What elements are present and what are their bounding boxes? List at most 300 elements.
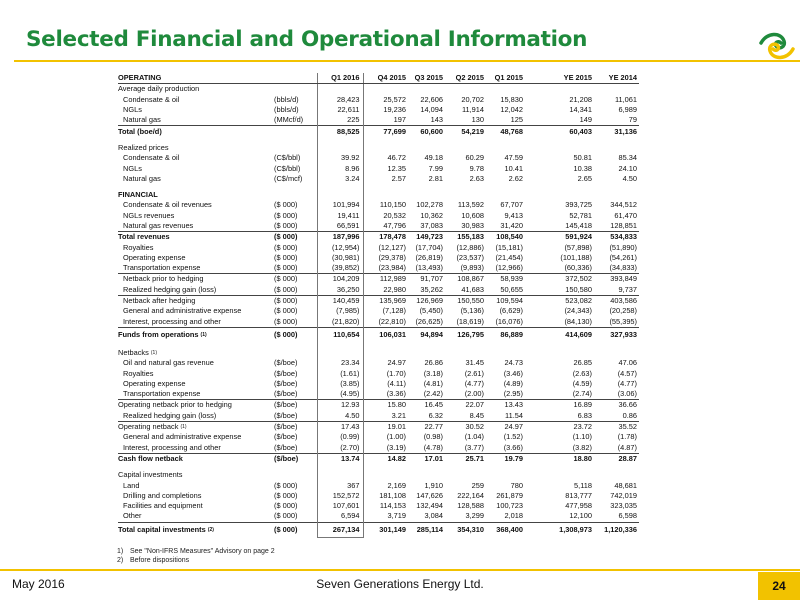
table-cell: (12,886) bbox=[456, 242, 484, 252]
table-row bbox=[118, 511, 639, 522]
row-unit: ($ 000) bbox=[274, 480, 298, 490]
column-gap bbox=[525, 221, 549, 232]
table-cell: 4.50 bbox=[622, 173, 637, 183]
table-cell: 49.18 bbox=[424, 153, 443, 163]
row-label: Cash flow netback bbox=[118, 453, 272, 464]
row-unit: (MMcf/d) bbox=[274, 115, 304, 125]
row-unit: ($/boe) bbox=[274, 378, 298, 388]
table-cell: 6,594 bbox=[317, 511, 363, 522]
page-number: 24 bbox=[758, 572, 800, 600]
column-gap bbox=[525, 200, 549, 210]
table-cell bbox=[445, 143, 486, 153]
table-cell: 39.92 bbox=[317, 153, 363, 163]
table-cell: 125 bbox=[510, 115, 523, 125]
row-label: Average daily production bbox=[118, 84, 200, 94]
row-unit bbox=[272, 143, 317, 153]
header-q2-2015: Q2 2015 bbox=[445, 73, 486, 84]
column-gap bbox=[525, 400, 549, 411]
row-unit: ($ 000) bbox=[274, 501, 298, 511]
table-cell: 24.97 bbox=[486, 421, 525, 432]
table-cell: 11,061 bbox=[614, 94, 637, 104]
row-unit: (C$/bbl) bbox=[274, 163, 301, 173]
column-gap bbox=[525, 432, 549, 442]
table-cell: (4.95) bbox=[317, 389, 363, 400]
row-label: Condensate & oil revenues bbox=[123, 200, 212, 210]
table-cell bbox=[594, 143, 639, 153]
table-cell: 107,601 bbox=[317, 501, 363, 511]
table-cell: (2.00) bbox=[464, 389, 484, 399]
table-cell: 149 bbox=[579, 115, 592, 125]
row-unit: ($ 000) bbox=[274, 210, 298, 220]
table-cell: 94,894 bbox=[408, 327, 445, 342]
table-cell bbox=[594, 470, 639, 480]
table-cell: 36,250 bbox=[317, 285, 363, 296]
row-label: Operating netback $^{(1)}$ bbox=[118, 421, 272, 432]
table-cell: 22.07 bbox=[445, 400, 486, 411]
table-cell: 2.65 bbox=[577, 173, 592, 183]
table-cell bbox=[486, 84, 525, 95]
table-row bbox=[118, 317, 639, 328]
table-cell: 85.34 bbox=[618, 153, 637, 163]
table-cell: 1,120,336 bbox=[594, 522, 639, 537]
row-unit: ($ 000) bbox=[272, 295, 317, 306]
table-cell: (2.61) bbox=[464, 368, 484, 378]
table-cell bbox=[408, 190, 445, 200]
row-label: Condensate & oil bbox=[123, 94, 180, 104]
row-unit: ($ 000) bbox=[274, 263, 298, 273]
header-q4-2015: Q4 2015 bbox=[363, 73, 408, 84]
table-cell: 108,540 bbox=[486, 232, 525, 243]
table-cell: (2.63) bbox=[572, 368, 592, 378]
table-cell: (3.18) bbox=[423, 368, 443, 378]
page-title: Selected Financial and Operational Information bbox=[26, 27, 588, 52]
row-unit: ($ 000) bbox=[274, 306, 298, 316]
row-unit: ($/boe) bbox=[274, 389, 298, 399]
row-label: Transportation expense bbox=[123, 389, 201, 399]
header-q1-2015: Q1 2015 bbox=[486, 73, 525, 84]
table-cell: 26.85 bbox=[573, 358, 592, 368]
table-cell: 128,851 bbox=[610, 221, 637, 230]
table-cell: 14.82 bbox=[363, 453, 408, 464]
table-cell: 140,459 bbox=[317, 295, 363, 306]
table-row bbox=[118, 327, 639, 342]
table-cell: (39,852) bbox=[317, 263, 363, 274]
table-cell: 47,796 bbox=[383, 221, 406, 230]
table-cell: 0.86 bbox=[622, 410, 637, 420]
table-cell: 86,889 bbox=[486, 327, 525, 342]
table-cell: 19.01 bbox=[363, 421, 408, 432]
table-cell: 2,169 bbox=[387, 480, 406, 490]
table-cell: 28.87 bbox=[594, 453, 639, 464]
table-cell: 155,183 bbox=[445, 232, 486, 243]
table-row bbox=[118, 153, 639, 163]
row-label: Total capital investments $^{(2)}$ bbox=[118, 522, 272, 537]
table-cell: 1,910 bbox=[424, 480, 443, 490]
table-cell bbox=[317, 348, 363, 358]
table-cell: 110,654 bbox=[317, 327, 363, 342]
table-cell: 6.83 bbox=[577, 410, 592, 420]
table-cell: (12,127) bbox=[378, 242, 406, 252]
table-cell: (13,493) bbox=[415, 263, 443, 273]
table-cell: 5,118 bbox=[574, 480, 592, 490]
table-cell: 145,418 bbox=[565, 221, 592, 230]
row-unit: ($ 000) bbox=[274, 316, 298, 326]
table-cell: (12,966) bbox=[495, 263, 523, 273]
table-cell: 9,737 bbox=[618, 284, 637, 294]
column-gap bbox=[525, 411, 549, 422]
column-gap bbox=[525, 327, 549, 342]
table-cell: 79 bbox=[628, 115, 637, 125]
table-body bbox=[118, 84, 639, 537]
table-cell: (23,984) bbox=[378, 263, 406, 273]
column-gap bbox=[525, 263, 549, 274]
table-cell: 12,100 bbox=[569, 511, 592, 521]
table-cell: 267,134 bbox=[317, 522, 363, 537]
table-cell: 60,600 bbox=[408, 126, 445, 137]
table-cell: 108,867 bbox=[445, 274, 486, 285]
table-cell: 3.21 bbox=[391, 410, 406, 420]
table-cell: 13.43 bbox=[486, 400, 525, 411]
table-cell bbox=[594, 348, 639, 358]
table-cell: 25,572 bbox=[383, 94, 406, 104]
row-label: Facilities and equipment bbox=[123, 501, 203, 511]
table-cell: (4.11) bbox=[387, 378, 406, 388]
table-row bbox=[118, 242, 639, 252]
table-row bbox=[118, 400, 639, 411]
table-cell: 14,094 bbox=[420, 105, 443, 115]
table-cell: 17.01 bbox=[408, 453, 445, 464]
table-cell: (5,136) bbox=[460, 306, 484, 316]
row-unit: ($ 000) bbox=[274, 252, 298, 262]
table-row bbox=[118, 105, 639, 115]
table-cell: 7.99 bbox=[428, 163, 443, 173]
column-gap bbox=[525, 285, 549, 296]
column-gap bbox=[525, 491, 549, 501]
footnote-1: 1) See "Non-IFRS Measures" Advisory on page 2 bbox=[117, 548, 275, 555]
table-cell: (1.52) bbox=[503, 432, 523, 442]
table-cell: 393,849 bbox=[594, 274, 639, 285]
table-cell: 10,362 bbox=[420, 210, 443, 220]
row-unit: ($/boe) bbox=[272, 421, 317, 432]
table-cell bbox=[549, 348, 594, 358]
table-cell: 50.81 bbox=[573, 153, 592, 163]
table-cell: (57,898) bbox=[564, 242, 592, 252]
table-cell: 2,018 bbox=[504, 511, 523, 521]
table-row bbox=[118, 358, 639, 368]
column-gap bbox=[525, 274, 549, 285]
table-cell: (24,343) bbox=[564, 306, 592, 316]
table-cell bbox=[363, 190, 408, 200]
table-cell: (4.89) bbox=[503, 378, 523, 388]
table-cell: 19,236 bbox=[383, 105, 406, 115]
table-row bbox=[118, 285, 639, 296]
table-cell: 104,209 bbox=[317, 274, 363, 285]
table-cell: (2.74) bbox=[572, 389, 592, 399]
table-cell bbox=[363, 143, 408, 153]
column-gap bbox=[525, 105, 549, 115]
table-cell: 21,208 bbox=[569, 94, 592, 104]
row-label: Other bbox=[123, 511, 142, 521]
column-gap bbox=[525, 95, 549, 105]
table-cell: 101,994 bbox=[317, 200, 363, 210]
header-gap bbox=[525, 73, 549, 84]
table-cell: 130 bbox=[471, 115, 484, 125]
column-gap bbox=[525, 232, 549, 243]
row-label: NGLs bbox=[123, 105, 142, 115]
table-row bbox=[118, 95, 639, 105]
table-cell: (23,537) bbox=[456, 252, 484, 262]
table-cell bbox=[549, 143, 594, 153]
table-cell: 149,723 bbox=[408, 232, 445, 243]
table-cell: (3.19) bbox=[386, 442, 406, 452]
table-cell: 6.32 bbox=[428, 410, 443, 420]
table-cell: 3,084 bbox=[424, 511, 443, 521]
footnote-ref: (1) bbox=[200, 331, 207, 338]
table-cell: 17.43 bbox=[317, 421, 363, 432]
table-cell: 31.45 bbox=[465, 358, 484, 368]
table-cell: 47.59 bbox=[504, 153, 523, 163]
table-cell: (3.06) bbox=[617, 389, 637, 399]
table-cell: 54,219 bbox=[445, 126, 486, 137]
table-cell: 58,939 bbox=[486, 274, 525, 285]
table-cell: 100,723 bbox=[496, 501, 523, 511]
row-unit: (C$/mcf) bbox=[274, 173, 303, 183]
table-cell: 110,150 bbox=[379, 200, 406, 210]
table-cell: (1.78) bbox=[617, 432, 637, 442]
table-cell: 477,958 bbox=[565, 501, 592, 511]
table-cell: 66,591 bbox=[317, 221, 363, 232]
row-unit: (bbls/d) bbox=[274, 105, 299, 115]
table-cell: (1.04) bbox=[464, 432, 484, 442]
table-row bbox=[118, 190, 639, 200]
row-label: Operating expense bbox=[123, 252, 186, 262]
row-label: Oil and natural gas revenue bbox=[123, 358, 214, 368]
column-gap bbox=[525, 368, 549, 378]
table-cell: 143 bbox=[430, 115, 443, 125]
column-gap bbox=[525, 511, 549, 522]
row-unit: ($/boe) bbox=[274, 442, 298, 452]
column-gap bbox=[525, 389, 549, 400]
table-cell: 23.72 bbox=[549, 421, 594, 432]
table-cell bbox=[486, 348, 525, 358]
table-cell: 742,019 bbox=[610, 490, 637, 500]
table-cell: 128,588 bbox=[457, 501, 484, 511]
table-row bbox=[118, 379, 639, 389]
table-cell: 261,879 bbox=[496, 490, 523, 500]
table-cell: 24.97 bbox=[387, 358, 406, 368]
table-row bbox=[118, 368, 639, 378]
table-cell: 178,478 bbox=[363, 232, 408, 243]
table-cell: (26,819) bbox=[415, 252, 443, 262]
table-cell: (2.95) bbox=[503, 389, 523, 399]
table-cell: (26,625) bbox=[415, 316, 443, 326]
footer-rule bbox=[0, 569, 800, 571]
table-cell: 35.52 bbox=[594, 421, 639, 432]
table-cell bbox=[317, 470, 363, 480]
row-label: General and administrative expense bbox=[123, 432, 242, 442]
table-cell bbox=[317, 190, 363, 200]
table-cell bbox=[445, 84, 486, 95]
table-cell: 4.50 bbox=[317, 411, 363, 422]
table-cell: 22,611 bbox=[317, 105, 363, 115]
table-cell: 152,572 bbox=[317, 491, 363, 501]
table-cell: (5,450) bbox=[419, 306, 443, 316]
table-cell: 31,420 bbox=[500, 221, 523, 230]
table-row bbox=[118, 443, 639, 454]
column-gap bbox=[525, 453, 549, 464]
footer-date: May 2016 bbox=[12, 577, 65, 591]
row-unit: ($ 000) bbox=[274, 284, 298, 294]
column-gap bbox=[525, 348, 549, 358]
table-cell: 12.93 bbox=[317, 400, 363, 411]
row-label: Total revenues bbox=[118, 232, 272, 243]
row-label: Royalties bbox=[123, 368, 154, 378]
table-cell: (3.77) bbox=[464, 442, 484, 452]
table-cell: 106,031 bbox=[363, 327, 408, 342]
table-cell: 813,777 bbox=[565, 490, 592, 500]
table-cell: 112,989 bbox=[363, 274, 408, 285]
row-unit: ($/boe) bbox=[272, 400, 317, 411]
table-cell bbox=[408, 143, 445, 153]
table-cell: 780 bbox=[510, 480, 523, 490]
table-cell bbox=[408, 470, 445, 480]
table-cell: 591,924 bbox=[549, 232, 594, 243]
column-gap bbox=[525, 522, 549, 537]
table-cell: (55,395) bbox=[609, 316, 637, 326]
table-row bbox=[118, 84, 639, 95]
table-cell: 147,626 bbox=[416, 490, 443, 500]
table-cell: 48,768 bbox=[486, 126, 525, 137]
table-cell bbox=[317, 84, 363, 95]
row-label: Total (boe/d) bbox=[118, 126, 272, 137]
table-cell: 102,278 bbox=[416, 200, 443, 210]
column-gap bbox=[525, 480, 549, 490]
table-cell: (84,130) bbox=[564, 316, 592, 326]
row-unit: ($/boe) bbox=[272, 453, 317, 464]
row-unit: ($/boe) bbox=[274, 410, 298, 420]
table-cell: 135,969 bbox=[363, 295, 408, 306]
row-label: NGLs revenues bbox=[123, 210, 175, 220]
footnote-ref: (2) bbox=[207, 526, 214, 533]
table-cell: (3.66) bbox=[503, 442, 523, 452]
table-cell: 36.66 bbox=[594, 400, 639, 411]
table-cell: (60,336) bbox=[564, 263, 592, 273]
table-cell: 10.41 bbox=[504, 163, 523, 173]
table-cell: 372,502 bbox=[549, 274, 594, 285]
table-cell: 67,707 bbox=[500, 200, 523, 210]
table-row bbox=[118, 480, 639, 490]
header-ye-2015: YE 2015 bbox=[549, 73, 594, 84]
table-cell: 91,707 bbox=[408, 274, 445, 285]
row-unit: ($ 000) bbox=[274, 221, 298, 230]
table-cell: 15,830 bbox=[500, 94, 523, 104]
table-cell bbox=[317, 143, 363, 153]
table-cell: 88,525 bbox=[317, 126, 363, 137]
row-label: FINANCIAL bbox=[118, 190, 158, 200]
table-cell: 197 bbox=[393, 115, 406, 125]
table-cell: 523,082 bbox=[549, 295, 594, 306]
column-gap bbox=[525, 501, 549, 511]
header-unit bbox=[272, 73, 317, 84]
table-cell: (2.42) bbox=[423, 389, 443, 399]
table-cell: 77,699 bbox=[363, 126, 408, 137]
table-cell: 48,681 bbox=[614, 480, 637, 490]
table-cell: 9,413 bbox=[504, 210, 523, 220]
table-cell: 23.34 bbox=[317, 358, 363, 368]
table-cell: (12,954) bbox=[317, 242, 363, 252]
table-cell: 126,795 bbox=[445, 327, 486, 342]
table-cell: (6,629) bbox=[499, 306, 523, 316]
row-label: Realized hedging gain (loss) bbox=[123, 284, 217, 294]
footnotes bbox=[117, 547, 275, 565]
footnote-ref: (1) bbox=[150, 349, 157, 356]
table-row bbox=[118, 232, 639, 243]
column-gap bbox=[525, 211, 549, 221]
table-cell: 16.45 bbox=[408, 400, 445, 411]
table-cell: (1.10) bbox=[572, 432, 592, 442]
table-cell: 25.71 bbox=[445, 453, 486, 464]
row-label: NGLs bbox=[123, 163, 142, 173]
table-cell: (4.57) bbox=[617, 368, 637, 378]
table-cell: (4.87) bbox=[617, 442, 637, 452]
table-cell: (7,985) bbox=[317, 306, 363, 316]
table-cell: (4.81) bbox=[423, 378, 443, 388]
table-cell: 28,423 bbox=[317, 95, 363, 105]
column-gap bbox=[525, 163, 549, 173]
table-cell: (9,893) bbox=[460, 263, 484, 273]
table-cell: (17,704) bbox=[415, 242, 443, 252]
column-gap bbox=[525, 153, 549, 163]
table-cell bbox=[445, 348, 486, 358]
table-cell bbox=[549, 84, 594, 95]
table-cell bbox=[486, 470, 525, 480]
table-cell: 20,532 bbox=[383, 210, 406, 220]
table-cell: (22,810) bbox=[378, 316, 406, 326]
row-label: Netbacks $^{(1)}$ bbox=[118, 347, 157, 357]
table-cell: 534,833 bbox=[594, 232, 639, 243]
row-label: Funds from operations $^{(1)}$ bbox=[118, 327, 272, 342]
row-unit: ($/boe) bbox=[274, 368, 298, 378]
table-cell: 24.10 bbox=[618, 163, 637, 173]
header-q1-2016: Q1 2016 bbox=[317, 73, 363, 84]
table-cell: 150,580 bbox=[565, 284, 592, 294]
row-label: Interest, processing and other bbox=[123, 442, 221, 452]
table-row bbox=[118, 470, 639, 480]
table-cell: (16,076) bbox=[495, 316, 523, 326]
table-cell: 9.78 bbox=[469, 163, 484, 173]
table-cell: 31,136 bbox=[594, 126, 639, 137]
table-cell: 35,262 bbox=[420, 284, 443, 294]
table-cell: 37,083 bbox=[420, 221, 443, 230]
table-cell: 114,153 bbox=[379, 501, 406, 511]
table-cell: 403,586 bbox=[594, 295, 639, 306]
table-row bbox=[118, 253, 639, 263]
table-cell: 18.80 bbox=[549, 453, 594, 464]
table-cell: 2.81 bbox=[428, 173, 443, 183]
table-cell bbox=[549, 470, 594, 480]
table-cell: (7,128) bbox=[382, 306, 406, 316]
row-unit bbox=[272, 84, 317, 95]
table-cell bbox=[594, 84, 639, 95]
table-cell: (3.82) bbox=[572, 442, 592, 452]
table-cell: 132,494 bbox=[416, 501, 443, 511]
column-gap bbox=[525, 421, 549, 432]
row-unit: (bbls/d) bbox=[274, 94, 299, 104]
table-cell: 327,933 bbox=[594, 327, 639, 342]
column-gap bbox=[525, 470, 549, 480]
row-unit: ($ 000) bbox=[272, 522, 317, 537]
financial-table bbox=[118, 73, 639, 538]
